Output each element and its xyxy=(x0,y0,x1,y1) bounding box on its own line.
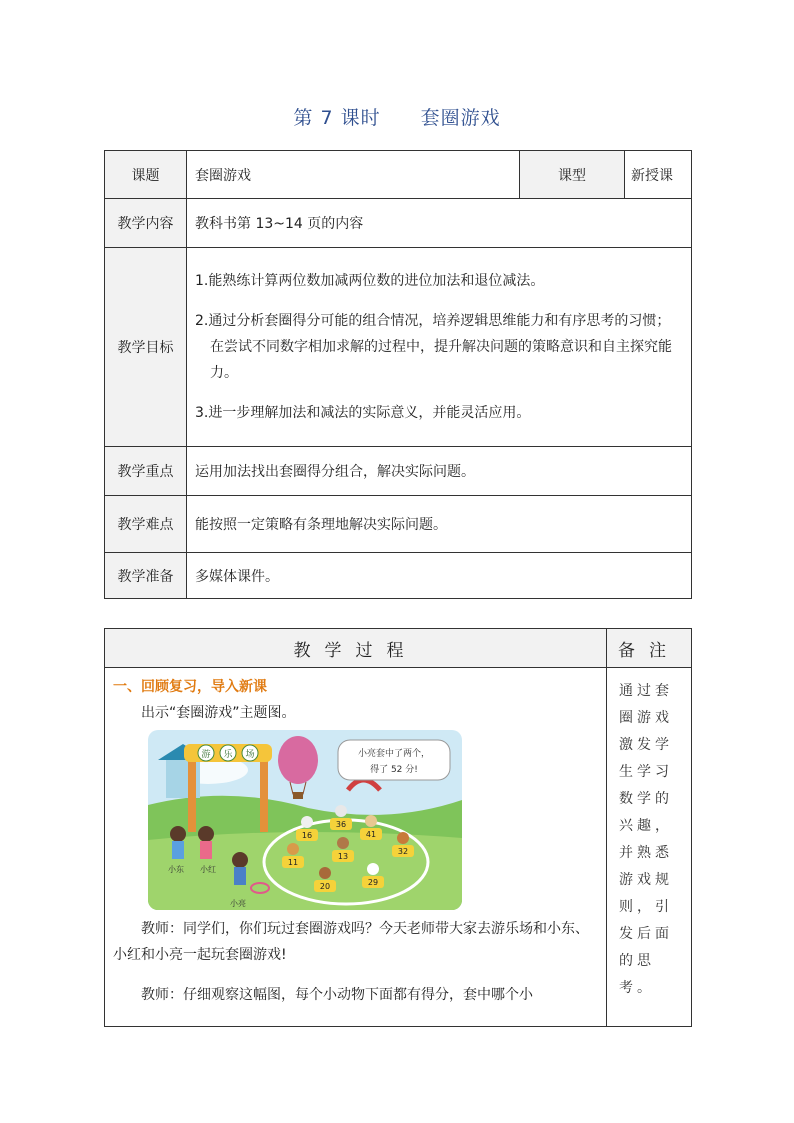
goal-item: 1.能熟练计算两位数加减两位数的进位加法和退位减法。 xyxy=(195,273,545,289)
process-body xyxy=(105,668,607,1027)
content-value: 教科书第 13~14 页的内容 xyxy=(187,199,692,248)
svg-text:小红: 小红 xyxy=(200,865,216,874)
svg-text:20: 20 xyxy=(319,882,331,891)
score-tag xyxy=(330,818,352,830)
note-text: 通过套圈游戏激发学生学习数学的兴趣，并熟悉游戏规则，引发后面的思考。 xyxy=(607,668,692,1027)
score-tag xyxy=(392,845,414,857)
note-header: 备注 xyxy=(607,629,692,668)
svg-text:32: 32 xyxy=(397,847,409,856)
score-tag xyxy=(314,880,336,892)
type-value: 新授课 xyxy=(625,151,692,199)
section-heading: 一、回顾复习，导入新课 xyxy=(113,679,267,695)
sign-char: 乐 xyxy=(223,750,233,760)
sign-char: 游 xyxy=(201,750,211,760)
prep-value: 多媒体课件。 xyxy=(187,553,692,599)
paragraph: 教师：仔细观察这幅图，每个小动物下面都有得分，套中哪个小 xyxy=(141,987,533,1003)
lesson-number: 第 7 课时 xyxy=(293,107,381,129)
score-tag xyxy=(362,876,384,888)
svg-text:小亮: 小亮 xyxy=(230,899,246,908)
paragraph: 教师：同学们，你们玩过套圈游戏吗？今天老师带大家去游乐场和小东、小红和小亮一起玩套圈游戏! xyxy=(113,921,589,963)
prep-label: 教学准备 xyxy=(105,553,187,599)
teaching-process-table xyxy=(104,628,692,1027)
hot-air-balloon xyxy=(278,736,318,784)
score-tag xyxy=(296,829,318,841)
goal-item: 3.进一步理解加法和减法的实际意义，并能灵活应用。 xyxy=(195,405,531,421)
topic-value: 套圈游戏 xyxy=(187,151,520,199)
svg-text:16: 16 xyxy=(301,831,313,840)
lesson-title: 套圈游戏 xyxy=(420,107,501,129)
goals-label: 教学目标 xyxy=(105,248,187,447)
score-tag xyxy=(332,850,354,862)
paragraph: 出示“套圈游戏”主题图。 xyxy=(141,705,296,721)
speech-line: 得了 52 分! xyxy=(370,765,418,775)
goal-item: 2.通过分析套圈得分可能的组合情况，培养逻辑思维能力和有序思考的习惯；在尝试不同数字相加求解的过程中，提升解决问题的策略意识和自主探究能力。 xyxy=(195,313,672,381)
speech-line: 小亮套中了两个， xyxy=(357,749,431,759)
content-label: 教学内容 xyxy=(105,199,187,248)
type-label: 课型 xyxy=(520,151,625,199)
key-value: 运用加法找出套圈得分组合，解决实际问题。 xyxy=(187,447,692,496)
ring-toss-scene-image xyxy=(148,730,462,910)
lesson-info-table xyxy=(104,150,692,599)
svg-text:29: 29 xyxy=(367,878,379,887)
difficulty-label: 教学难点 xyxy=(105,496,187,553)
goals-cell xyxy=(187,248,692,447)
process-header: 教学过程 xyxy=(105,629,607,668)
svg-text:11: 11 xyxy=(287,858,299,867)
score-tag xyxy=(360,828,382,840)
topic-label: 课题 xyxy=(105,151,187,199)
svg-text:13: 13 xyxy=(337,852,349,861)
svg-text:36: 36 xyxy=(335,820,347,829)
key-label: 教学重点 xyxy=(105,447,187,496)
difficulty-value: 能按照一定策略有条理地解决实际问题。 xyxy=(187,496,692,553)
svg-text:41: 41 xyxy=(365,830,377,839)
sign-char: 场 xyxy=(245,750,255,760)
svg-text:小东: 小东 xyxy=(168,865,184,874)
page-title xyxy=(0,103,794,130)
score-tag xyxy=(282,856,304,868)
